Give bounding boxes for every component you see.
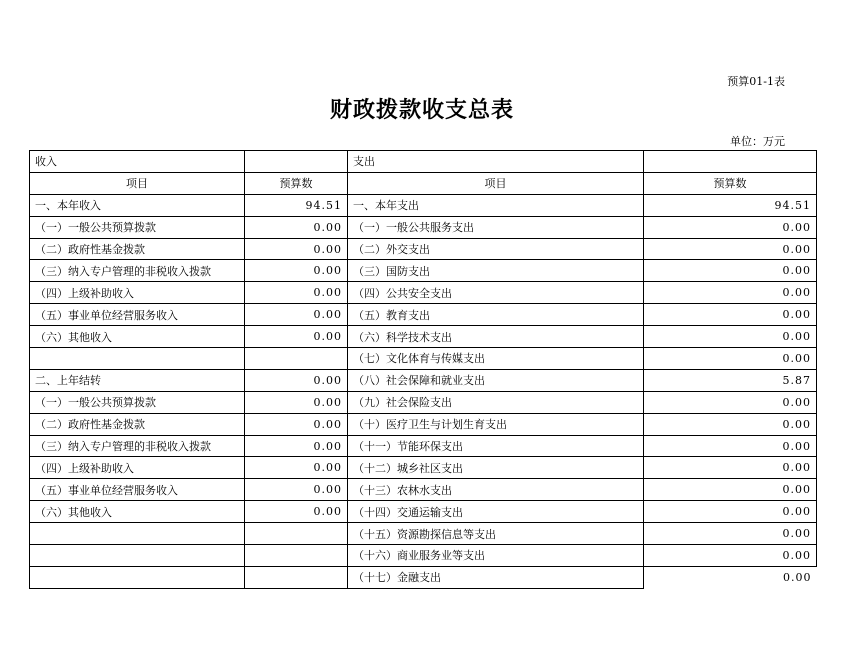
income-item-cell bbox=[30, 566, 245, 588]
expense-amount-cell: 0.00 bbox=[644, 413, 817, 435]
table-row bbox=[30, 282, 817, 304]
unit-label: 单位：万元 bbox=[730, 135, 785, 148]
budget-table-body bbox=[30, 151, 817, 589]
expense-item-cell: （十二）城乡社区支出 bbox=[348, 457, 644, 479]
expense-section-label: 支出 bbox=[348, 151, 644, 173]
expense-item-cell: （六）科学技术支出 bbox=[348, 326, 644, 348]
income-amount-cell: 0.00 bbox=[245, 216, 348, 238]
income-amount-cell bbox=[245, 545, 348, 567]
table-row bbox=[30, 260, 817, 282]
income-item-cell: （三）纳入专户管理的非税收入拨款 bbox=[30, 435, 245, 457]
expense-item-cell: （十三）农林水支出 bbox=[348, 479, 644, 501]
table-row bbox=[30, 304, 817, 326]
table-row bbox=[30, 326, 817, 348]
income-item-cell: （五）事业单位经营服务收入 bbox=[30, 479, 245, 501]
expense-item-cell: （三）国防支出 bbox=[348, 260, 644, 282]
page-title: 财政拨款收支总表 bbox=[329, 97, 514, 123]
expense-item-cell: （五）教育支出 bbox=[348, 304, 644, 326]
expense-amount-cell: 5.87 bbox=[644, 369, 817, 391]
income-item-cell: （二）政府性基金拨款 bbox=[30, 413, 245, 435]
expense-amount-cell: 0.00 bbox=[644, 501, 817, 523]
expense-item-cell: （十四）交通运输支出 bbox=[348, 501, 644, 523]
table-row bbox=[30, 413, 817, 435]
expense-item-cell: （八）社会保障和就业支出 bbox=[348, 369, 644, 391]
expense-item-cell: （四）公共安全支出 bbox=[348, 282, 644, 304]
income-amount-header: 预算数 bbox=[245, 172, 348, 194]
expense-amount-cell: 0.00 bbox=[644, 566, 817, 588]
income-amount-cell: 0.00 bbox=[245, 238, 348, 260]
expense-amount-cell: 0.00 bbox=[644, 348, 817, 370]
income-amount-cell: 0.00 bbox=[245, 369, 348, 391]
table-row bbox=[30, 369, 817, 391]
income-amount-cell bbox=[245, 348, 348, 370]
expense-item-cell: （十七）金融支出 bbox=[348, 566, 644, 588]
expense-item-header: 项目 bbox=[348, 172, 644, 194]
table-row bbox=[30, 194, 817, 216]
income-item-cell: 一、本年收入 bbox=[30, 194, 245, 216]
income-item-header: 项目 bbox=[30, 172, 245, 194]
budget-table bbox=[29, 150, 817, 589]
income-item-cell: （五）事业单位经营服务收入 bbox=[30, 304, 245, 326]
income-section-label: 收入 bbox=[30, 151, 245, 173]
income-item-cell: （六）其他收入 bbox=[30, 326, 245, 348]
expense-item-cell: （十）医疗卫生与计划生育支出 bbox=[348, 413, 644, 435]
income-amount-cell: 0.00 bbox=[245, 326, 348, 348]
expense-item-cell: （十六）商业服务业等支出 bbox=[348, 545, 644, 567]
income-amount-cell: 0.00 bbox=[245, 435, 348, 457]
table-code: 预算01-1表 bbox=[727, 75, 785, 88]
expense-amount-cell: 0.00 bbox=[644, 282, 817, 304]
income-amount-cell: 0.00 bbox=[245, 413, 348, 435]
expense-item-cell: （十一）节能环保支出 bbox=[348, 435, 644, 457]
expense-item-cell: （十五）资源勘探信息等支出 bbox=[348, 523, 644, 545]
expense-amount-header: 预算数 bbox=[644, 172, 817, 194]
income-amount-cell bbox=[245, 523, 348, 545]
income-amount-cell: 0.00 bbox=[245, 479, 348, 501]
income-item-cell: （四）上级补助收入 bbox=[30, 457, 245, 479]
income-item-cell bbox=[30, 545, 245, 567]
income-amount-cell: 0.00 bbox=[245, 304, 348, 326]
expense-item-cell: 一、本年支出 bbox=[348, 194, 644, 216]
income-amount-cell: 0.00 bbox=[245, 501, 348, 523]
table-row bbox=[30, 501, 817, 523]
expense-amount-cell: 0.00 bbox=[644, 238, 817, 260]
table-row bbox=[30, 348, 817, 370]
income-item-cell: （六）其他收入 bbox=[30, 501, 245, 523]
expense-amount-cell: 0.00 bbox=[644, 435, 817, 457]
income-section-blank bbox=[245, 151, 348, 173]
income-item-cell: （一）一般公共预算拨款 bbox=[30, 391, 245, 413]
expense-item-cell: （九）社会保险支出 bbox=[348, 391, 644, 413]
table-row bbox=[30, 566, 817, 588]
income-item-cell: （三）纳入专户管理的非税收入拨款 bbox=[30, 260, 245, 282]
expense-item-cell: （二）外交支出 bbox=[348, 238, 644, 260]
income-item-cell: （一）一般公共预算拨款 bbox=[30, 216, 245, 238]
income-amount-cell bbox=[245, 566, 348, 588]
table-row bbox=[30, 457, 817, 479]
income-amount-cell: 0.00 bbox=[245, 457, 348, 479]
table-row bbox=[30, 216, 817, 238]
income-item-cell: 二、上年结转 bbox=[30, 369, 245, 391]
table-row bbox=[30, 545, 817, 567]
expense-item-cell: （一）一般公共服务支出 bbox=[348, 216, 644, 238]
column-header-row bbox=[30, 172, 817, 194]
table-row bbox=[30, 238, 817, 260]
income-item-cell: （四）上级补助收入 bbox=[30, 282, 245, 304]
expense-section-blank bbox=[644, 151, 817, 173]
income-item-cell bbox=[30, 348, 245, 370]
expense-amount-cell: 0.00 bbox=[644, 326, 817, 348]
expense-amount-cell: 0.00 bbox=[644, 391, 817, 413]
section-header-row bbox=[30, 151, 817, 173]
income-amount-cell: 0.00 bbox=[245, 282, 348, 304]
income-item-cell bbox=[30, 523, 245, 545]
table-row bbox=[30, 479, 817, 501]
expense-amount-cell: 0.00 bbox=[644, 260, 817, 282]
expense-amount-cell: 0.00 bbox=[644, 304, 817, 326]
expense-amount-cell: 0.00 bbox=[644, 523, 817, 545]
expense-amount-cell: 0.00 bbox=[644, 545, 817, 567]
income-amount-cell: 94.51 bbox=[245, 194, 348, 216]
expense-amount-cell: 0.00 bbox=[644, 216, 817, 238]
expense-amount-cell: 94.51 bbox=[644, 194, 817, 216]
income-item-cell: （二）政府性基金拨款 bbox=[30, 238, 245, 260]
expense-item-cell: （七）文化体育与传媒支出 bbox=[348, 348, 644, 370]
table-row bbox=[30, 435, 817, 457]
table-row bbox=[30, 391, 817, 413]
expense-amount-cell: 0.00 bbox=[644, 457, 817, 479]
income-amount-cell: 0.00 bbox=[245, 260, 348, 282]
income-amount-cell: 0.00 bbox=[245, 391, 348, 413]
table-row bbox=[30, 523, 817, 545]
expense-amount-cell: 0.00 bbox=[644, 479, 817, 501]
